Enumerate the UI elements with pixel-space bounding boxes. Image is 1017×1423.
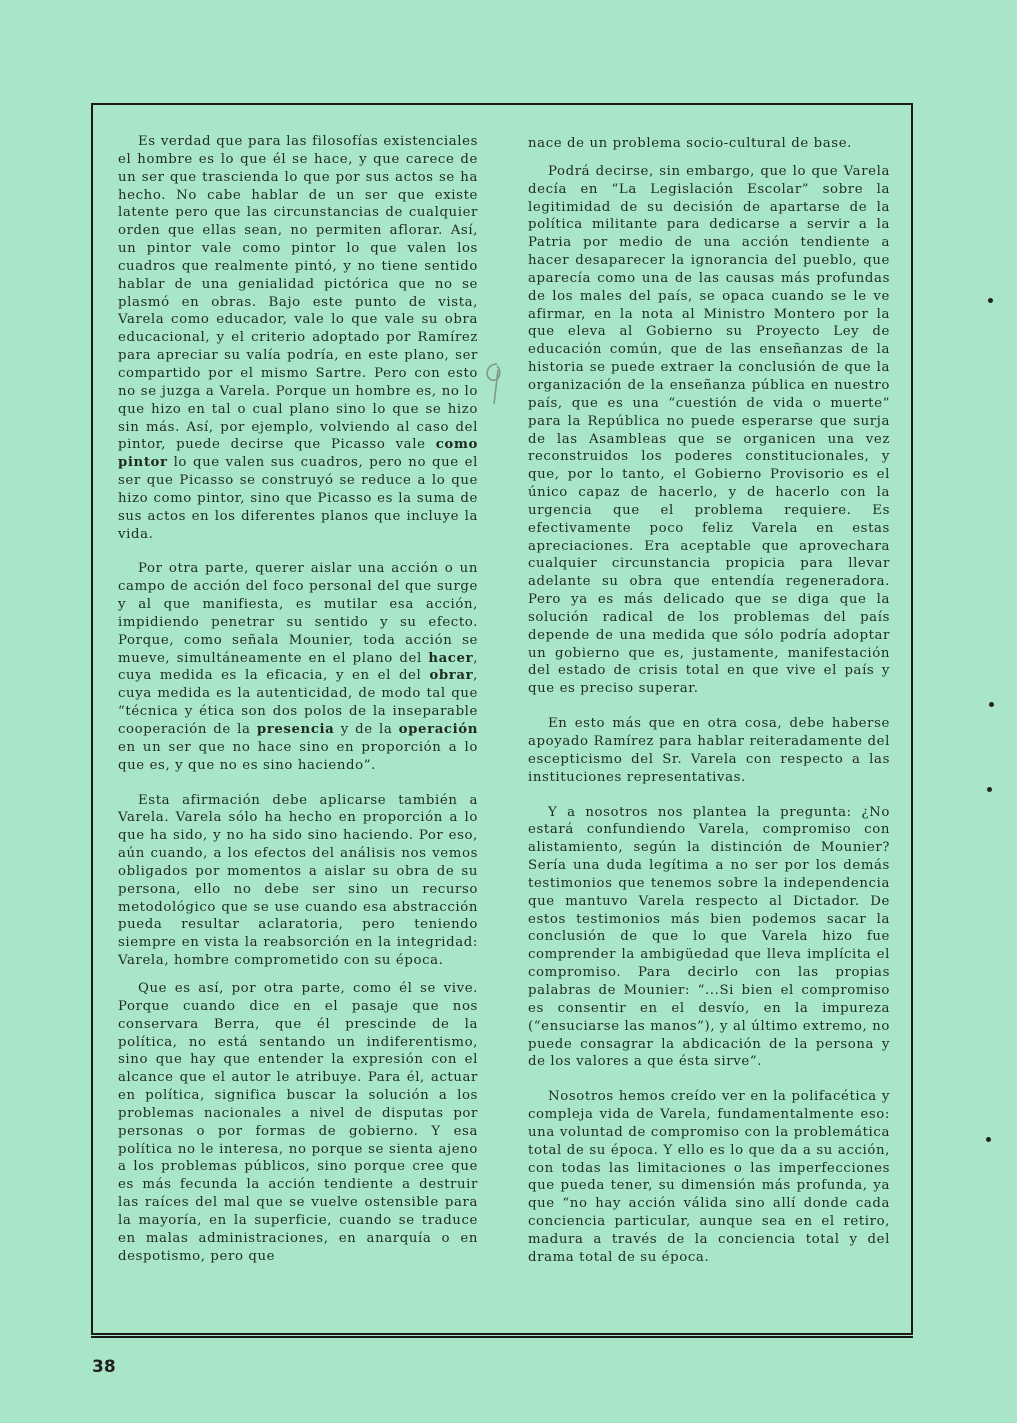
text-frame xyxy=(91,103,913,1335)
paragraph-text: , cuya medida es la autenticidad, de modo tal que “técnica y ética son dos polos de la inseparable cooperación de la xyxy=(118,668,478,737)
margin-dot xyxy=(987,787,992,792)
right-paragraph-1: Podrá decirse, sin embargo, que lo que Varela decía en “La Legislación Escolar” sobre la legitimidad de su decisión de apartarse de la política militante para dedicarse a servir a la Patria por medio de una acción tendiente a hacer desaparecer la ignorancia del pueblo, que aparecía como una de las causas más profundas de los males del país, se opaca cuando se le ve afirmar, en la nota al Ministro Montero por la que eleva al Gobierno su Proyecto Ley de educación común, que de las enseñanzas de la historia se puede extraer la conclusión de que la organización de la enseñanza pública en nuestro país, que es una “cuestión de vida o muerte” para la República no puede esperarse que surja de las Asambleas que se organicen una vez reconstruidos los poderes constitucionales, y que, por lo tanto, el Gobierno Provisorio es el único capaz de hacerlo, y de hacerlo con la urgencia que el problema requiere. Es efectivamente poco feliz Varela en estas apreciaciones. Era aceptable que aprovechara cualquier circunstancia propicia para llevar adelante su obra que entendía regeneradora. Pero ya es más delicado que se diga que la solución radical de los problemas del país depende de una medida que sólo podría adoptar un gobierno que es, justamente, manifestación del estado de crisis total en que vive el país y que es preciso superar. xyxy=(528,163,890,697)
left-paragraph-1 xyxy=(118,133,478,543)
margin-dot xyxy=(986,1137,991,1142)
bold-term: obrar xyxy=(429,668,474,684)
paragraph-text: Es verdad que para las filosofías existenciales el hombre es lo que él se hace, y que carece de un ser que trascienda lo que por sus actos se ha hecho. No cabe hablar de un ser que existe latente pero que las circunstancias de cualquier orden que ellas sean, no permiten aflorar. Así, un pintor vale como pintor lo que valen los cuadros que realmente pintó, y no tiene sentido hablar de una genialidad pictórica que no se plasmó en obras. Bajo este punto de vista, Varela como educador, vale lo que vale su obra educacional, y el criterio adoptado por Ramírez para apreciar su valía podría, en este plano, ser compartido por el mismo Sartre. Pero con esto no se juzga a Varela. Porque un hombre es, no lo que hizo en tal o cual plano sino lo que se hizo sin más. Así, por ejemplo, volviendo al caso del pintor, puede decirse que Picasso vale xyxy=(118,134,478,453)
page-number: 38 xyxy=(92,1357,116,1377)
bold-term: operación xyxy=(398,722,478,737)
paragraph-text: Por otra parte, querer aislar una acción o un campo de acción del foco personal del que surge y al que manifiesta, es mutilar esa acción, impidiendo penetrar su sentido y su efecto. Porque, como señala Mounier, toda acción se mueve, simultáneamente en el plano del xyxy=(118,561,478,666)
bold-term: presencia xyxy=(256,722,335,737)
paragraph-text: y de la xyxy=(340,722,393,737)
left-paragraph-3: Esta afirmación debe aplicarse también a Varela. Varela sólo ha hecho en proporción a lo que ha sido, y no ha sido sino haciendo. Por eso, aún cuando, a los efectos del análisis nos vemos obligados por momentos a aislar su obra de su persona, ello no debe ser sino un recurso metodológico que se use cuando esa abstracción pueda resultar aclaratoria, pero teniendo siempre en vista la reabsorción en la integridad: Varela, hombre comprometido con su época. xyxy=(118,792,478,969)
bold-term: como pintor xyxy=(118,437,479,471)
paragraph-text: , cuya medida es la eficacia, y en el del xyxy=(118,650,479,684)
right-paragraph-4: Nosotros hemos creído ver en la polifacética y compleja vida de Varela, fundamentalmente eso: una voluntad de compromiso con la problemática total de su época. Y ello es lo que da a su acción, con todas las limitaciones o las imperfecciones que pueda tener, su dimensión más profunda, ya que “no hay acción válida sino allí donde cada conciencia particular, aunque sea en el retiro, madura a través de la conciencia total y del drama total de su época. xyxy=(528,1089,890,1265)
left-column xyxy=(118,133,478,1282)
right-column xyxy=(528,135,890,1284)
right-paragraph-2: En esto más que en otra cosa, debe haberse apoyado Ramírez para hablar reiteradamente del escepticismo del Sr. Varela con respecto a las instituciones representativas. xyxy=(528,716,890,785)
pencil-annotation-mark xyxy=(480,358,510,406)
left-paragraph-4: Que es así, por otra parte, como él se vive. Porque cuando dice en el pasaje que nos conservara Berra, que él prescinde de la política, no está sentando un indiferentismo, sino que hay que entender la expresión con el alcance que el autor le atribuye. Para él, actuar en política, significa buscar la solución a los problemas nacionales a nivel de disputas por personas o por formas de gobierno. Y esa política no le interesa, no porque se sienta ajeno a los problemas públicos, sino porque cree que es más fecunda la acción tendiente a destruir las raíces del mal que se vuelve ostensible para la mayoría, en la superficie, cuando se traduce en malas administraciones, en anarquía o en despotismo, pero que xyxy=(118,980,478,1264)
margin-dot xyxy=(989,702,994,707)
paragraph-text: en un ser que no hace sino en proporción a lo que es, y que no es sino haciendo”. xyxy=(118,739,478,773)
right-paragraph-3: Y a nosotros nos plantea la pregunta: ¿No estará confundiendo Varela, compromiso con alistamiento, según la distinción de Mounier? Sería una duda legítima a no ser por los demás testimonios que tenemos sobre la independencia que mantuvo Varela respecto al Dictador. De estos testimonios más bien podemos sacar la conclusión de que lo que Varela hizo fue comprender la ambigüedad que lleva implícita el compromiso. Para decirlo con las propias palabras de Mounier: “...Si bien el compromiso es consentir en el desvío, en la impureza (“ensuciarse las manos”), y al último extremo, no puede consagrar la abdicación de la persona y de los valores a que ésta sirve”. xyxy=(528,804,890,1070)
left-paragraph-2 xyxy=(118,560,478,774)
right-paragraph-0: nace de un problema socio-cultural de base. xyxy=(528,136,852,151)
margin-dot xyxy=(988,298,993,303)
paragraph-text: lo que valen sus cuadros, pero no que el ser que Picasso se construyó se reduce a lo que hizo como pintor, sino que Picasso es la suma de sus actos en los diferentes planos que incluye la vida. xyxy=(118,455,479,542)
bold-term: hacer xyxy=(428,650,474,666)
